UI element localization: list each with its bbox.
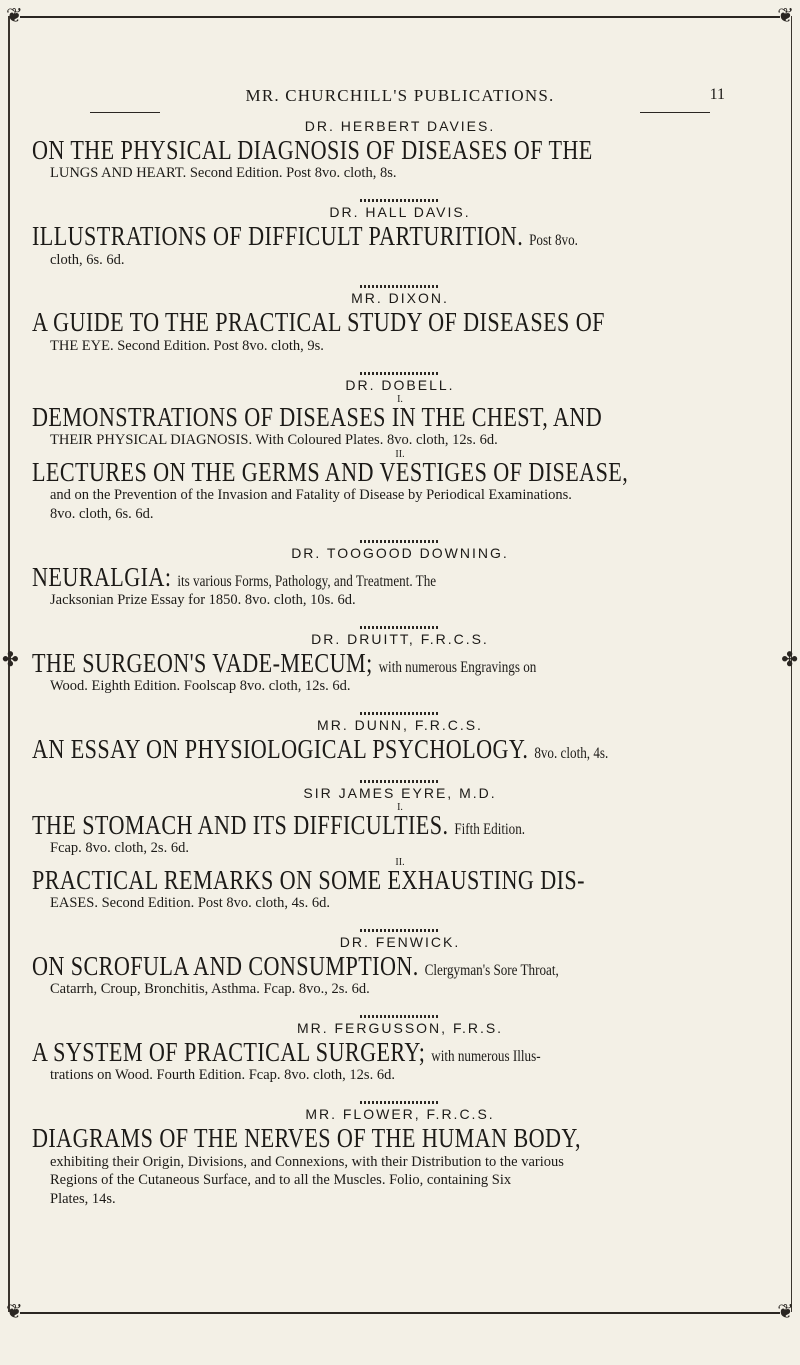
catalogue-entry <box>32 540 768 622</box>
book-title <box>32 136 636 164</box>
entry-divider <box>360 540 440 543</box>
header-rule <box>640 112 710 113</box>
catalogue-entry <box>32 372 768 536</box>
catalogue-entry <box>32 929 768 1011</box>
author-name: MR. FERGUSSON, F.R.S. <box>296 1020 504 1037</box>
entry-divider <box>360 1101 440 1104</box>
book-title-suffix: Clergyman's Sore Throat, <box>424 961 559 979</box>
volume-numeral: I. <box>397 801 403 813</box>
book-title-text: ON THE PHYSICAL DIAGNOSIS OF DISEASES OF THE <box>32 135 593 165</box>
book-title-text: ON SCROFULA AND CONSUMPTION. <box>32 950 419 981</box>
catalogue-entry <box>32 712 768 775</box>
author-name: SIR JAMES EYRE, M.D. <box>303 784 497 801</box>
author-name: MR. DUNN, F.R.C.S. <box>317 717 483 734</box>
catalogue-entry <box>32 118 768 195</box>
book-title-text: DIAGRAMS OF THE NERVES OF THE HUMAN BODY, <box>32 1123 581 1154</box>
author-name: DR. HALL DAVIS. <box>329 204 471 221</box>
book-details: THE EYE. Second Edition. Post 8vo. cloth, 9s. <box>50 337 324 354</box>
author-name: DR. DOBELL. <box>345 376 455 393</box>
entry-spacing <box>32 183 768 195</box>
entry-spacing <box>32 999 768 1011</box>
entry-spacing <box>32 1209 768 1221</box>
catalogue-entry <box>32 1101 768 1221</box>
entry-spacing <box>32 610 768 622</box>
volume-numeral: II. <box>395 448 405 460</box>
book-details: EASES. Second Edition. Post 8vo. cloth, 4s. 6d. <box>50 895 330 912</box>
book-title-text: THE STOMACH AND ITS DIFFICULTIES. <box>32 809 449 840</box>
volume-numeral: I. <box>397 393 403 405</box>
entry-divider <box>360 285 440 288</box>
author-name: DR. TOOGOOD DOWNING. <box>291 544 509 561</box>
corner-ornament-icon: ❦ <box>777 1301 794 1323</box>
catalogue-entry <box>32 780 768 925</box>
book-title-text: DEMONSTRATIONS OF DISEASES IN THE CHEST, AND <box>32 401 603 432</box>
book-title <box>32 458 636 486</box>
book-details: LUNGS AND HEART. Second Edition. Post 8vo. cloth, 8s. <box>50 165 397 182</box>
entry-spacing <box>32 1085 768 1097</box>
book-details: trations on Wood. Fourth Edition. Fcap. 8vo. cloth, 12s. 6d. <box>50 1067 395 1084</box>
entry-divider <box>360 372 440 375</box>
book-details: Plates, 14s. <box>50 1191 116 1208</box>
author-name: DR. FENWICK. <box>339 933 461 950</box>
book-title <box>32 1124 636 1152</box>
book-details: Fcap. 8vo. cloth, 2s. 6d. <box>50 839 189 856</box>
book-title-text: NEURALGIA: <box>32 561 172 592</box>
bottom-border-rule <box>20 1312 780 1314</box>
page-number: 11 <box>709 86 725 103</box>
book-details: Wood. Eighth Edition. Foolscap 8vo. cloth, 12s. 6d. <box>50 678 351 695</box>
book-details: Jacksonian Prize Essay for 1850. 8vo. cloth, 10s. 6d. <box>50 592 356 609</box>
book-title-suffix: 8vo. cloth, 4s. <box>534 745 609 763</box>
book-title-text: ILLUSTRATIONS OF DIFFICULT PARTURITION. <box>32 221 524 252</box>
book-details: cloth, 6s. 6d. <box>50 251 125 268</box>
book-title <box>32 563 636 591</box>
entry-spacing <box>32 696 768 708</box>
book-title <box>32 1038 636 1066</box>
book-title-text: LECTURES ON THE GERMS AND VESTIGES OF DISEASE, <box>32 456 629 487</box>
book-title <box>32 403 636 431</box>
entry-spacing <box>32 269 768 281</box>
book-title-suffix: with numerous Illus- <box>431 1048 541 1066</box>
book-title-suffix: its various Forms, Pathology, and Treatment. The <box>177 572 437 590</box>
catalogue-entries <box>32 118 768 1221</box>
entry-divider <box>360 780 440 783</box>
corner-ornament-icon: ❦ <box>777 5 794 27</box>
book-details: 8vo. cloth, 6s. 6d. <box>50 505 154 522</box>
header-rule <box>90 112 160 113</box>
author-name: MR. FLOWER, F.R.C.S. <box>305 1106 495 1123</box>
book-title-suffix: Fifth Edition. <box>454 820 526 838</box>
book-title <box>32 811 636 839</box>
book-title <box>32 308 636 336</box>
volume-numeral: II. <box>395 856 405 868</box>
entry-divider <box>360 929 440 932</box>
author-name: DR. HERBERT DAVIES. <box>304 118 496 134</box>
book-details: Regions of the Cutaneous Surface, and to all the Muscles. Folio, containing Six <box>50 1172 512 1189</box>
book-title-suffix: with numerous Engravings on <box>378 658 537 676</box>
book-title <box>32 735 636 763</box>
entry-divider <box>360 199 440 202</box>
book-details: and on the Prevention of the Invasion and Fatality of Disease by Periodical Examinations. <box>50 487 572 504</box>
top-border-rule <box>20 16 780 18</box>
entry-spacing <box>32 913 768 925</box>
corner-ornament-icon: ❦ <box>6 1301 23 1323</box>
book-title-text: A GUIDE TO THE PRACTICAL STUDY OF DISEASES OF <box>32 307 605 338</box>
book-title <box>32 952 636 980</box>
entry-divider <box>360 1015 440 1018</box>
entry-spacing <box>32 524 768 536</box>
book-details: exhibiting their Origin, Divisions, and Connexions, with their Distribution to the various <box>50 1153 564 1170</box>
book-details: Catarrh, Croup, Bronchitis, Asthma. Fcap. 8vo., 2s. 6d. <box>50 981 370 998</box>
entry-spacing <box>32 764 768 776</box>
corner-ornament-icon: ❦ <box>6 5 23 27</box>
entry-spacing <box>32 356 768 368</box>
entry-divider <box>360 626 440 629</box>
author-name: MR. DIXON. <box>351 290 449 307</box>
book-title <box>32 222 636 250</box>
side-ornament-icon: ✤ <box>781 649 798 671</box>
book-title-text: A SYSTEM OF PRACTICAL SURGERY; <box>32 1037 426 1068</box>
book-title-text: THE SURGEON'S VADE-MECUM; <box>32 647 373 678</box>
catalogue-entry <box>32 626 768 708</box>
catalogue-entry <box>32 1015 768 1097</box>
book-title-suffix: Post 8vo. <box>529 232 578 250</box>
book-title <box>32 866 636 894</box>
side-ornament-icon: ✤ <box>2 649 19 671</box>
entry-divider <box>360 712 440 715</box>
author-name: DR. DRUITT, F.R.C.S. <box>311 630 489 647</box>
book-title-text: AN ESSAY ON PHYSIOLOGICAL PSYCHOLOGY. <box>32 734 529 765</box>
book-title <box>32 649 636 677</box>
book-details: THEIR PHYSICAL DIAGNOSIS. With Coloured Plates. 8vo. cloth, 12s. 6d. <box>50 431 498 448</box>
catalogue-entry <box>32 199 768 281</box>
catalogue-entry <box>32 285 768 367</box>
running-head: MR. CHURCHILL'S PUBLICATIONS. <box>245 86 555 105</box>
book-title-text: PRACTICAL REMARKS ON SOME EXHAUSTING DIS- <box>32 864 585 895</box>
